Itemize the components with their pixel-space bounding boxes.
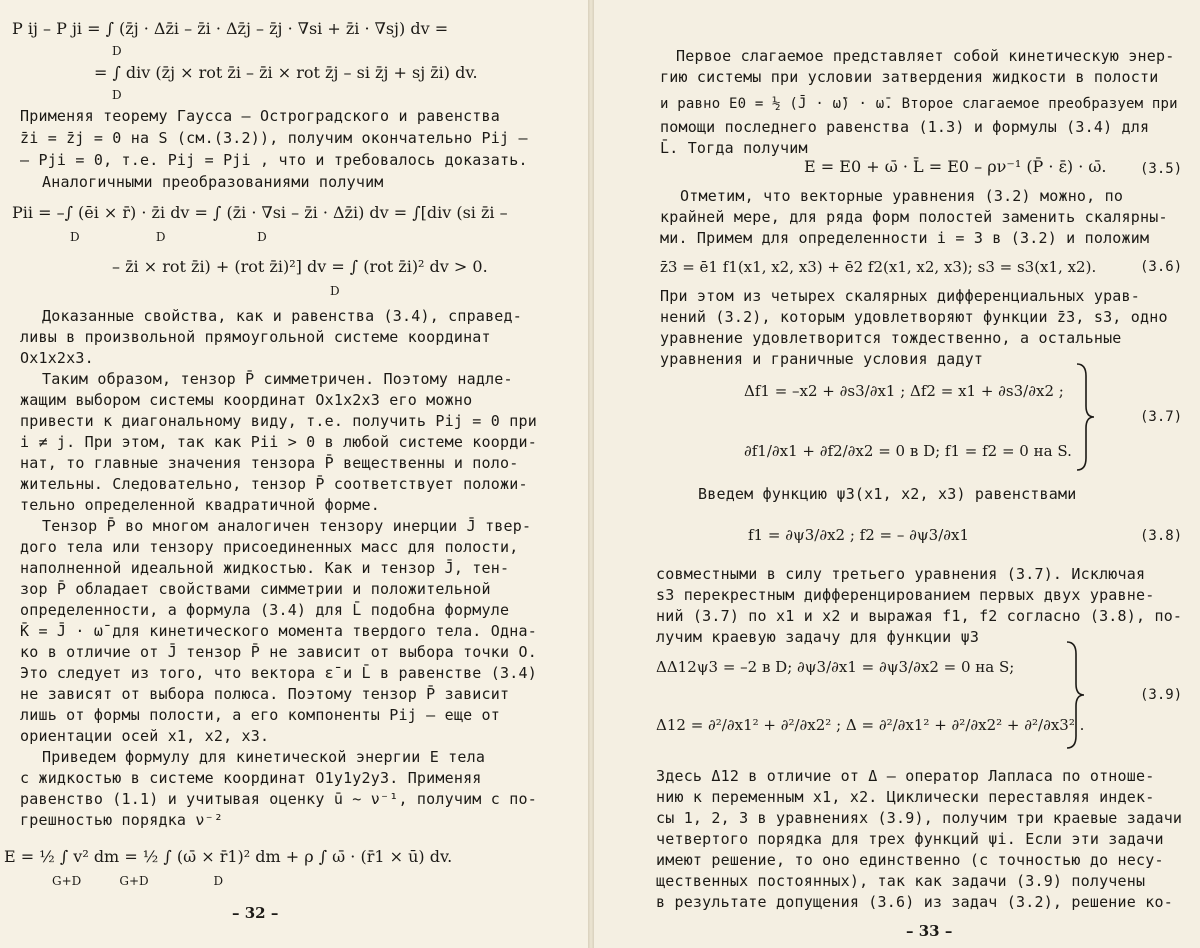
page-number: – 32 – xyxy=(232,904,279,922)
text-line: четвертого порядка для трех функций ψi. Если эти задачи xyxy=(656,830,1164,848)
formula-line: E = E0 + ω̄ · L̄ = E0 – ρν⁻¹ (P̄ · ε̄) · ω̄. xyxy=(804,157,1107,176)
text-line: Здесь Δ12 в отличие от Δ – оператор Лапласа по отноше- xyxy=(656,767,1155,785)
formula-line: Pii = –∫ (ēi × r̄) · z̄i dv = ∫ (z̄i · ∇si – z̄i · Δz̄i) dv = ∫[div (si z̄i – xyxy=(12,203,508,222)
text-line: зор P̄ обладает свойствами симметрии и положительной xyxy=(20,580,491,598)
text-line: определенности, а формула (3.4) для L̄ подобна формуле xyxy=(20,601,510,619)
equation-number: (3.5) xyxy=(1140,161,1183,177)
text-line: дого тела или тензору присоединенных масс для полости, xyxy=(20,538,519,556)
text-line: уравнение удовлетворится тождественно, а остальные xyxy=(660,329,1122,347)
text-line: L̄. Тогда получим xyxy=(660,139,808,157)
text-line: сы 1, 2, 3 в уравнениях (3.9), получим три краевые задачи xyxy=(656,809,1183,827)
formula-line: f1 = ∂ψ3/∂x2 ; f2 = – ∂ψ3/∂x1 xyxy=(748,526,970,544)
page-number: – 33 – xyxy=(906,922,953,940)
text-line: крайней мере, для ряда форм полостей заменить скалярны- xyxy=(660,208,1168,226)
text-line: лишь от формы полости, а его компоненты Pij – еще от xyxy=(20,706,500,724)
text-line: уравнения и граничные условия дадут xyxy=(660,350,984,368)
text-line: ливы в произвольной прямоугольной системе координат xyxy=(20,328,491,346)
formula-line: ∂f1/∂x1 + ∂f2/∂x2 = 0 в D; f1 = f2 = 0 на S. xyxy=(744,442,1072,460)
right-brace-icon xyxy=(1074,362,1096,472)
right-page xyxy=(594,0,1200,948)
text-line: При этом из четырех скалярных дифференциальных урав- xyxy=(660,287,1140,305)
text-line: ний (3.7) по x1 и x2 и выражая f1, f2 согласно (3.8), по- xyxy=(656,607,1183,625)
integral-limit: D xyxy=(112,44,122,58)
text-line: наполненной идеальной жидкостью. Как и тензор J̄, тен- xyxy=(20,559,510,577)
text-line: и равно E0 = ½ (J̄ · ω̄) · ω̄. Второе слагаемое преобразуем при xyxy=(660,96,1178,112)
text-line: не зависят от выбора полюса. Поэтому тензор P̄ зависит xyxy=(20,685,510,703)
text-line: z̄i = z̄j = 0 на S (см.(3.2)), получим окончательно Pij – xyxy=(20,129,528,147)
equation-number: (3.8) xyxy=(1140,528,1183,544)
text-line: i ≠ j. При этом, так как Pii > 0 в любой системе коорди- xyxy=(20,433,537,451)
equation-number: (3.6) xyxy=(1140,259,1183,275)
text-line: Применяя теорему Гаусса – Остроградского и равенства xyxy=(20,107,500,125)
formula-line: – z̄i × rot z̄i) + (rot z̄i)²] dv = ∫ (rot z̄i)² dv > 0. xyxy=(112,257,488,276)
text-line: Таким образом, тензор P̄ симметричен. Поэтому надле- xyxy=(42,370,513,388)
formula-line: Δ12 = ∂²/∂x1² + ∂²/∂x2² ; Δ = ∂²/∂x1² + ∂²/∂x2² + ∂²/∂x3² . xyxy=(656,716,1085,734)
text-line: ко в отличие от J̄ тензор P̄ не зависит от выбора точки O. xyxy=(20,643,537,661)
equation-number: (3.9) xyxy=(1140,687,1183,703)
text-line: помощи последнего равенства (1.3) и формулы (3.4) для xyxy=(660,118,1150,136)
text-line: Введем функцию ψ3(x1, x2, x3) равенствами xyxy=(698,485,1077,503)
formula-line: E = ½ ∫ v² dm = ½ ∫ (ω̄ × r̄1)² dm + ρ ∫ ω̄ · (r̄1 × ū) dv. xyxy=(4,847,453,866)
text-line: K̄ = J̄ · ω̄ для кинетического момента твердого тела. Одна- xyxy=(20,622,537,640)
text-line: имеют решение, то оно единственно (с точностью до несу- xyxy=(656,851,1164,869)
integral-limit: D xyxy=(330,284,340,298)
right-brace-icon xyxy=(1064,640,1086,750)
text-line: равенство (1.1) и учитывая оценку ū ~ ν⁻¹, получим с по- xyxy=(20,790,537,808)
text-line: жительны. Следовательно, тензор P̄ соответствует положи- xyxy=(20,475,528,493)
text-line: ориентации осей x1, x2, x3. xyxy=(20,727,270,745)
text-line: привести к диагональному виду, т.е. получить Pij = 0 при xyxy=(20,412,537,430)
text-line: щественных постоянных), так как задачи (3.9) получены xyxy=(656,872,1146,890)
text-line: Отметим, что векторные уравнения (3.2) можно, по xyxy=(680,187,1124,205)
text-line: s3 перекрестным дифференцированием первых двух уравне- xyxy=(656,586,1155,604)
text-line: – Pji = 0, т.е. Pij = Pji , что и требовалось доказать. xyxy=(20,151,528,169)
formula-line: Δf1 = –x2 + ∂s3/∂x1 ; Δf2 = x1 + ∂s3/∂x2 ; xyxy=(744,382,1064,400)
text-line: с жидкостью в системе координат O1y1y2y3. Применяя xyxy=(20,769,482,787)
text-line: Приведем формулу для кинетической энергии E тела xyxy=(42,748,486,766)
integral-limit: G+D G+D D xyxy=(52,874,224,888)
formula-line: P ij – P ji = ∫ (z̄j · Δz̄i – z̄i · Δz̄j – z̄j · ∇si + z̄i · ∇sj) dv = xyxy=(12,19,449,38)
text-line: ми. Примем для определенности i = 3 в (3.2) и положим xyxy=(660,229,1150,247)
text-line: Ox1x2x3. xyxy=(20,349,94,367)
equation-number: (3.7) xyxy=(1140,409,1183,425)
text-line: Аналогичными преобразованиями получим xyxy=(42,173,384,191)
text-line: Тензор P̄ во многом аналогичен тензору инерции J̄ твер- xyxy=(42,517,532,535)
text-line: нию к переменным x1, x2. Циклически переставляя индек- xyxy=(656,788,1155,806)
formula-line: z̄3 = ē1 f1(x1, x2, x3) + ē2 f2(x1, x2, x3); s3 = s3(x1, x2). xyxy=(660,258,1097,276)
left-page xyxy=(0,0,588,948)
text-line: нений (3.2), которым удовлетворяют функции z̄3, s3, одно xyxy=(660,308,1168,326)
text-line: совместными в силу третьего уравнения (3.7). Исключая xyxy=(656,565,1146,583)
text-line: Это следует из того, что вектора ε̄ и L̄ в равенстве (3.4) xyxy=(20,664,537,682)
text-line: нат, то главные значения тензора P̄ вещественны и поло- xyxy=(20,454,519,472)
formula-line: ΔΔ12ψ3 = –2 в D; ∂ψ3/∂x1 = ∂ψ3/∂x2 = 0 на S; xyxy=(656,658,1015,676)
text-line: Первое слагаемое представляет собой кинетическую энер- xyxy=(676,47,1175,65)
text-line: грешностью порядка ν⁻² xyxy=(20,811,224,829)
integral-limit: D xyxy=(112,88,122,102)
text-line: жащим выбором системы координат Ox1x2x3 его можно xyxy=(20,391,473,409)
text-line: Доказанные свойства, как и равенства (3.4), справед- xyxy=(42,307,522,325)
text-line: лучим краевую задачу для функции ψ3 xyxy=(656,628,980,646)
text-line: тельно определенной квадратичной форме. xyxy=(20,496,380,514)
text-line: гию системы при условии затвердения жидкости в полости xyxy=(660,68,1159,86)
integral-limit: D D D xyxy=(70,230,267,244)
formula-line: = ∫ div (z̄j × rot z̄i – z̄i × rot z̄j – si z̄j + sj z̄i) dv. xyxy=(94,63,478,82)
text-line: в результате допущения (3.6) из задач (3.2), решение ко- xyxy=(656,893,1173,911)
